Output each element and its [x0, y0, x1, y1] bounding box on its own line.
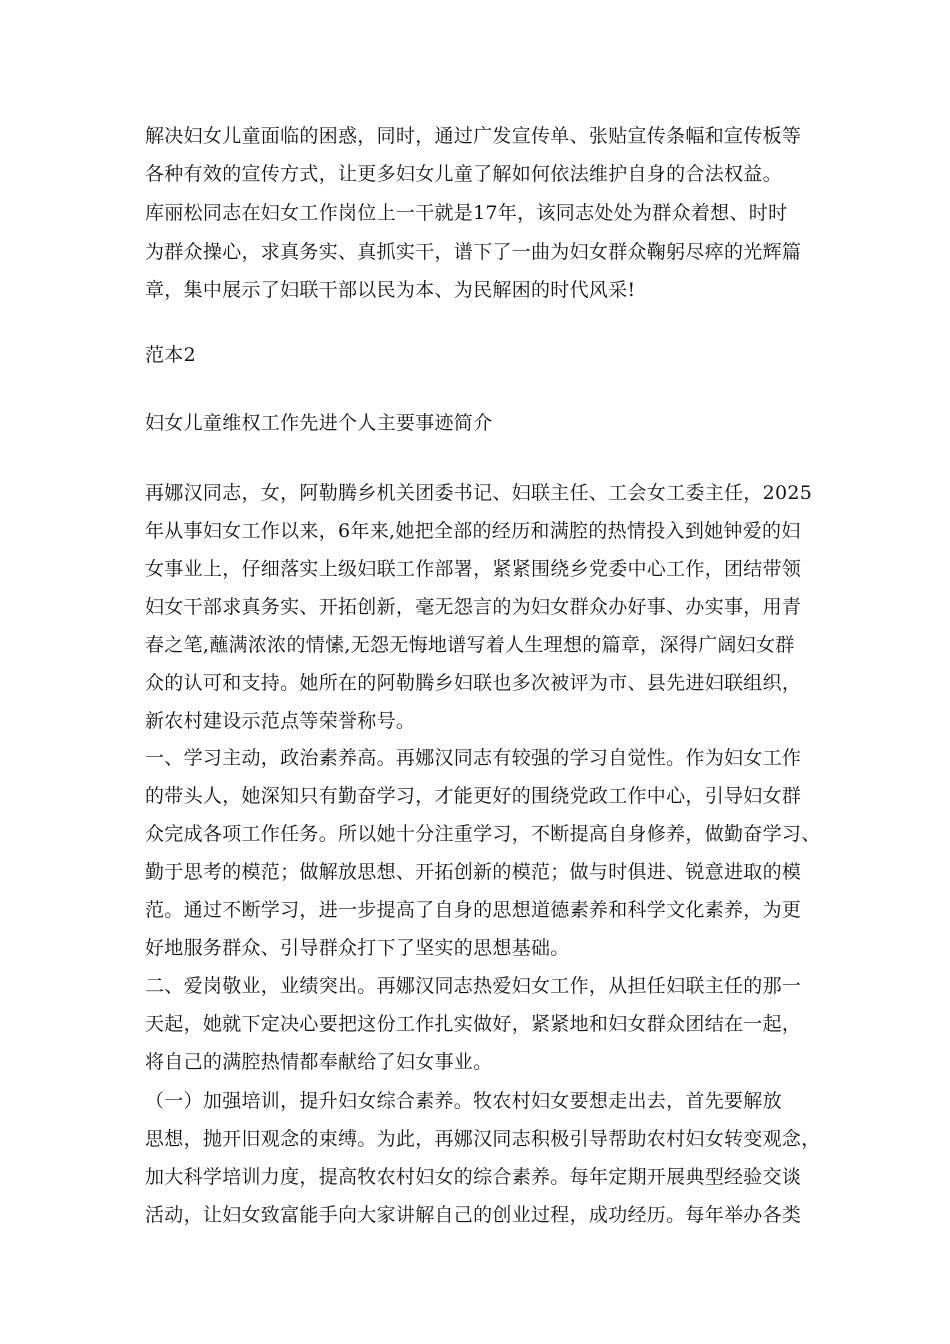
- body-text-line: 各种有效的宣传方式，让更多妇女儿童了解如何依法维护自身的合法权益。: [145, 163, 782, 185]
- body-text-line: 二、爱岗敬业，业绩突出。再娜汉同志热爱妇女工作，从担任妇联主任的那一: [145, 975, 802, 997]
- body-text-line: 年从事妇女工作以来，6年来,她把全部的经历和满腔的热情投入到她钟爱的妇: [145, 520, 801, 542]
- section-title: 范本2: [145, 344, 196, 366]
- body-text-line: 再娜汉同志，女，阿勒腾乡机关团委书记、妇联主任、工会女工委主任，2025: [145, 482, 813, 504]
- body-text-line: 一、学习主动，政治素养高。再娜汉同志有较强的学习自觉性。作为妇女工作: [145, 747, 802, 769]
- body-text-line: 好地服务群众、引导群众打下了坚实的思想基础。: [145, 937, 570, 959]
- body-text-line: 解决妇女儿童面临的困惑，同时，通过广发宣传单、张贴宣传条幅和宣传板等: [145, 125, 802, 147]
- body-text-line: （一）加强培训，提升妇女综合素养。牧农村妇女要想走出去，首先要解放: [145, 1090, 782, 1112]
- body-text-line: 新农村建设示范点等荣誉称号。: [145, 710, 416, 732]
- body-text-line: 加大科学培训力度，提高牧农村妇女的综合素养。每年定期开展典型经验交谈: [145, 1166, 802, 1188]
- body-text-line: 勤于思考的模范；做解放思想、开拓创新的模范；做与时俱进、锐意进取的模: [145, 861, 802, 883]
- body-text-line: 为群众操心，求真务实、真抓实干，谱下了一曲为妇女群众鞠躬尽瘁的光辉篇: [145, 241, 802, 263]
- body-text-line: 范。通过不断学习，进一步提高了自身的思想道德素养和科学文化素养，为更: [145, 899, 802, 921]
- body-text-line: 章，集中展示了妇联干部以民为本、为民解困的时代风采!: [145, 279, 636, 301]
- document-heading: 妇女儿童维权工作先进个人主要事迹简介: [145, 412, 493, 434]
- body-text-line: 春之笔,蘸满浓浓的情愫,无怨无悔地谱写着人生理想的篇章，深得广阔妇女群: [145, 634, 795, 656]
- body-text-line: 库丽松同志在妇女工作岗位上一干就是17年，该同志处处为群众着想、时时: [145, 202, 788, 224]
- body-text-line: 众的认可和支持。她所在的阿勒腾乡妇联也多次被评为市、县先进妇联组织，: [145, 672, 802, 694]
- body-text-line: 将自己的满腔热情都奉献给了妇女事业。: [145, 1051, 493, 1073]
- body-text-line: 女事业上，仔细落实上级妇联工作部署，紧紧围绕乡党委中心工作，团结带领: [145, 558, 802, 580]
- body-text-line: 思想，抛开旧观念的束缚。为此，再娜汉同志积极引导帮助农村妇女转变观念，: [145, 1128, 821, 1150]
- body-text-line: 活动，让妇女致富能手向大家讲解自己的创业过程，成功经历。每年举办各类: [145, 1204, 802, 1226]
- body-text-line: 妇女干部求真务实、开拓创新，毫无怨言的为妇女群众办好事、办实事，用青: [145, 596, 802, 618]
- body-text-line: 众完成各项工作任务。所以她十分注重学习，不断提高自身修养，做勤奋学习、: [145, 823, 821, 845]
- body-text-line: 的带头人，她深知只有勤奋学习，才能更好的围绕党政工作中心，引导妇女群: [145, 785, 802, 807]
- body-text-line: 天起，她就下定决心要把这份工作扎实做好，紧紧地和妇女群众团结在一起，: [145, 1013, 802, 1035]
